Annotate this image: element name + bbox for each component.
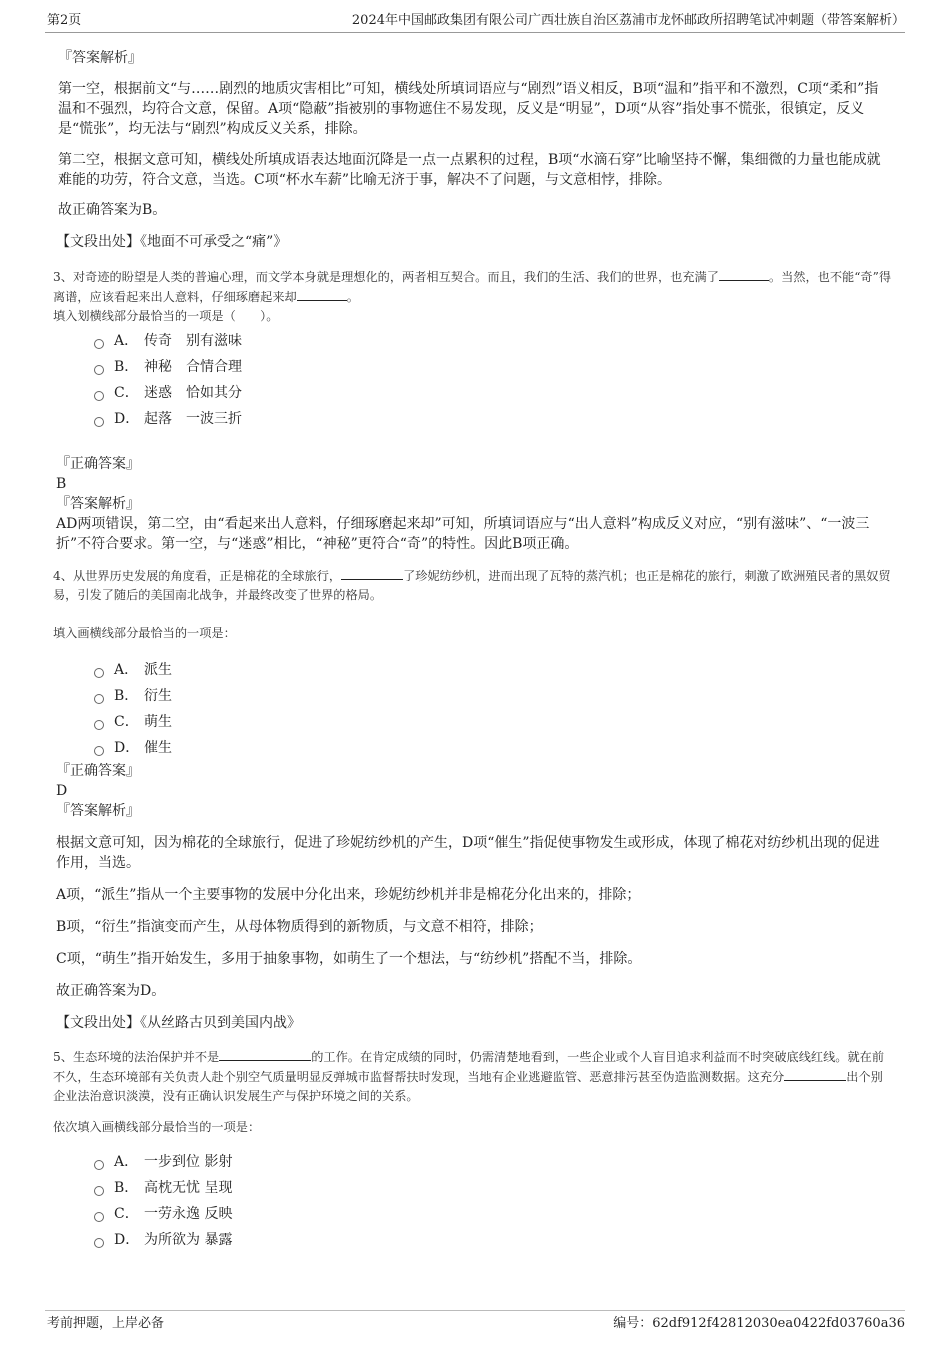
footer-serial: 编号：62df912f42812030ea0422fd03760a36 [613,1316,905,1331]
q5-blank-2 [784,1067,846,1081]
q3-analysis-tag: 『答案解析』 [56,496,140,512]
q3-option-c[interactable]: C． 迷惑 恰如其分 [94,380,892,406]
q5-blank-1 [219,1047,311,1061]
q5-options [94,1149,892,1253]
q4-options [94,657,892,761]
q4-analysis-tag: 『答案解析』 [56,803,140,819]
q3-option-b[interactable]: B． 神秘 合情合理 [94,354,892,380]
q4-conclusion: 故正确答案为D。 [56,983,166,999]
radio-icon[interactable] [94,339,104,349]
q4-prompt: 填入画横线部分最恰当的一项是： [53,626,236,640]
page-footer [45,1310,905,1333]
q4-option-d[interactable]: D． 催生 [94,735,892,761]
q5-stem [53,1047,892,1106]
q2-analysis-tag: 『答案解析』 [58,50,142,66]
q4-stem-part-b: 了珍妮纺纱机，进而出现了瓦特的蒸汽机；也正是棉花的旅行，刺激了欧洲殖民者的黑奴贸易，引发了随后的美国南北战争，并最终改变了世界的格局。 [53,569,891,602]
q3-option-a[interactable]: A． 传奇 别有滋味 [94,328,892,354]
q5-option-a[interactable]: A． 一步到位 影射 [94,1149,892,1175]
q4-option-c[interactable]: C． 萌生 [94,709,892,735]
q2-source: 【文段出处】《地面不可承受之“痛”》 [56,234,288,250]
q4-option-a[interactable]: A． 派生 [94,657,892,683]
radio-icon[interactable] [94,720,104,730]
q5-stem-part-a: 5、生态环境的法治保护并不是 [53,1050,220,1064]
q3-correct-answer: B [56,476,67,492]
q3-correct-tag: 『正确答案』 [56,456,140,472]
q3-blank-2 [297,287,347,301]
q4-analysis-para1: 根据文意可知，因为棉花的全球旅行，促进了珍妮纺纱机的产生，D项“催生”指促使事物发生或形成，体现了棉花对纺纱机出现的促进作用，当选。 [56,835,880,871]
q4-correct-tag: 『正确答案』 [56,763,140,779]
page-header [45,12,905,33]
radio-icon[interactable] [94,1160,104,1170]
page-number: 第2页 [47,13,82,28]
q5-stem-part-c: 出个别企业法治意识淡漠，没有正确认识发展生产与保护环境之间的关系。 [53,1070,883,1103]
q3-stem-part-c: 。 [346,290,359,304]
page-content [53,48,892,1253]
q2-analysis-para1: 第一空，根据前文“与……剧烈的地质灾害相比”可知，横线处所填词语应与“剧烈”语义相反，B项“温和”指平和不激烈，C项“柔和”指温和不强烈，均符合文意，保留。A项“隐蔽”指被别的事物遮住不易发现，反义是“明显”，D项“从容”指处事不慌张，很镇定，反义是“慌张”，均无法与“剧烈”构成反义关系，排除。 [58,81,879,137]
q2-conclusion: 故正确答案为B。 [58,202,167,218]
q4-option-b[interactable]: B． 衍生 [94,683,892,709]
q4-correct-answer: D [56,783,68,799]
q3-options [94,328,892,432]
q4-stem [53,566,892,605]
radio-icon[interactable] [94,1238,104,1248]
q5-prompt: 依次填入画横线部分最恰当的一项是： [53,1120,261,1134]
q3-stem [53,267,892,307]
radio-icon[interactable] [94,417,104,427]
q3-option-d[interactable]: D． 起落 一波三折 [94,406,892,432]
q4-analysis-para3: B项，“衍生”指演变而产生，从母体物质得到的新物质，与文意不相符，排除； [56,919,543,935]
radio-icon[interactable] [94,746,104,756]
radio-icon[interactable] [94,668,104,678]
q3-analysis: AD两项错误，第二空，由“看起来出人意料，仔细琢磨起来却”可知，所填词语应与“出人意料”构成反义对应，“别有滋味”、“一波三折”不符合要求。第一空，与“迷惑”相比，“神秘”更符合“奇”的特性。因此B项正确。 [56,516,870,552]
q5-option-c[interactable]: C． 一劳永逸 反映 [94,1201,892,1227]
q5-stem-part-b: 的工作。在肯定成绩的同时，仍需清楚地看到，一些企业或个人盲目追求利益而不时突破底线红线。就在前不久，生态环境部有关负责人赴个别空气质量明显反弹城市监督帮扶时发现，当地有企业逃避监管、恶意排污甚至伪造监测数据。这充分 [53,1050,885,1084]
q3-stem-part-b: 。当然，也不能“奇”得离谱，应该看起来出人意料，仔细琢磨起来却 [53,270,892,304]
q3-stem-part-a: 3、对奇迹的盼望是人类的普遍心理，而文学本身就是理想化的，两者相互契合。而且，我们的生活、我们的世界，也充满了 [53,270,719,284]
q2-analysis-para2: 第二空，根据文意可知，横线处所填成语表达地面沉降是一点一点累积的过程，B项“水滴石穿”比喻坚持不懈，集细微的力量也能成就难能的功劳，符合文意，当选。C项“杯水车薪”比喻无济于事，解决不了问题，与文意相悖，排除。 [58,152,881,188]
radio-icon[interactable] [94,365,104,375]
document-title: 2024年中国邮政集团有限公司广西壮族自治区荔浦市龙怀邮政所招聘笔试冲刺题（带答案解析） [351,13,905,28]
q5-option-d[interactable]: D． 为所欲为 暴露 [94,1227,892,1253]
radio-icon[interactable] [94,391,104,401]
radio-icon[interactable] [94,1212,104,1222]
q5-option-b[interactable]: B． 高枕无忧 呈现 [94,1175,892,1201]
q4-source: 【文段出处】《从丝路古贝到美国内战》 [56,1015,301,1031]
radio-icon[interactable] [94,1186,104,1196]
q3-prompt: 填入划横线部分最恰当的一项是（ ）。 [53,309,279,323]
footer-slogan: 考前押题，上岸必备 [47,1316,165,1331]
q4-analysis-para2: A项，“派生”指从一个主要事物的发展中分化出来，珍妮纺纱机并非是棉花分化出来的，排除； [56,887,641,903]
q3-blank-1 [719,267,769,281]
q4-stem-part-a: 4、从世界历史发展的角度看，正是棉花的全球旅行， [53,569,342,583]
q4-blank-1 [341,566,403,580]
radio-icon[interactable] [94,694,104,704]
q4-analysis-para4: C项，“萌生”指开始发生，多用于抽象事物，如萌生了一个想法，与“纺纱机”搭配不当，排除。 [56,951,642,967]
